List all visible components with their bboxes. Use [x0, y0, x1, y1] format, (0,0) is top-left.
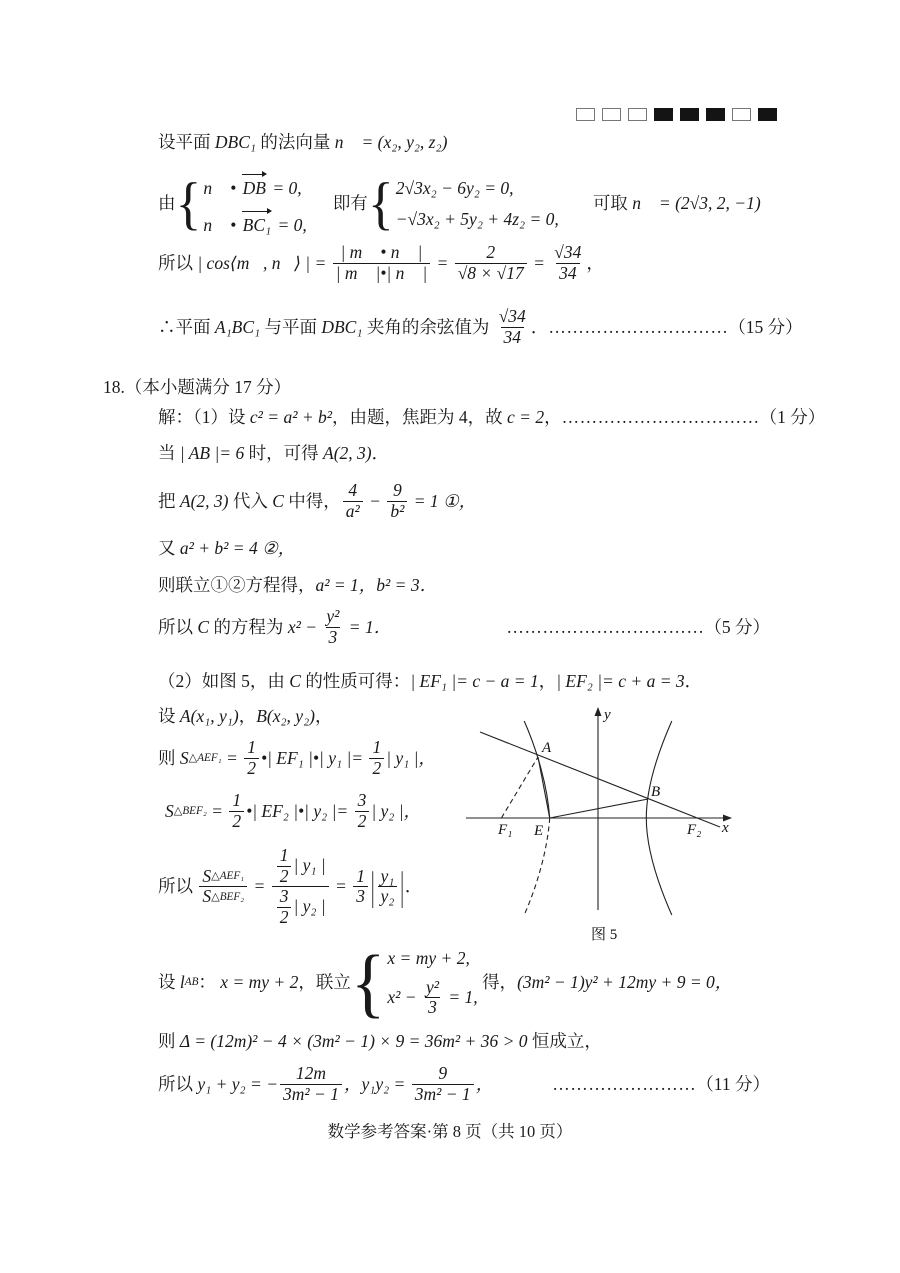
- text-run: S: [202, 886, 212, 907]
- text-run: 设平面: [158, 132, 215, 152]
- text-run: B(x₂, y₂): [256, 706, 315, 726]
- text-run: 即有: [332, 193, 368, 214]
- fraction: [272, 846, 329, 927]
- fraction: [343, 481, 363, 521]
- registration-square: [628, 108, 647, 121]
- score-badge: （5 分）: [704, 616, 770, 637]
- score-badge: （11 分）: [696, 1073, 770, 1094]
- score-tail: [562, 406, 826, 429]
- text-run: 中得，: [283, 490, 341, 511]
- registration-square: [758, 108, 777, 121]
- text-run: ∴平面: [158, 316, 215, 337]
- left-brace: {: [350, 938, 386, 1026]
- text-run: DBC₁: [214, 132, 256, 152]
- text-run: 由: [158, 193, 176, 214]
- fraction: [229, 791, 244, 831]
- score-tail: [552, 1073, 770, 1096]
- text-run: 2√3x₂ − 6y₂ = 0,: [395, 178, 514, 198]
- denominator: 34: [501, 327, 525, 348]
- text-run: a² = 1，b² = 3．: [315, 575, 438, 595]
- text-run: ：: [198, 972, 221, 993]
- text-run: 得，: [477, 972, 518, 993]
- equation-system: [367, 171, 559, 236]
- question-18-heading: [103, 376, 291, 399]
- text-run: 则: [158, 747, 180, 768]
- numerator: | m⃗ • n⃗ |: [340, 242, 423, 262]
- point-label-A: A: [542, 740, 552, 756]
- text-run: C: [289, 671, 301, 691]
- text-run: 的性质可得：: [300, 671, 411, 691]
- text-run: S: [179, 747, 189, 768]
- numerator: 1: [356, 865, 365, 886]
- text-run: =: [330, 876, 352, 897]
- fraction: [455, 243, 527, 283]
- dotted-leader: ……………………………: [506, 616, 705, 637]
- denominator: y₂: [378, 886, 398, 907]
- denominator: [199, 886, 247, 907]
- text-run: x² −: [287, 616, 322, 637]
- text-run: ．: [530, 316, 549, 337]
- text-run: =: [528, 252, 550, 273]
- denominator: 2: [277, 866, 292, 887]
- denominator: 3m² − 1: [280, 1084, 342, 1105]
- point-label-E: E: [534, 823, 544, 839]
- math-line-area-BEF2: [165, 791, 421, 831]
- denominator: 3: [326, 627, 341, 648]
- denominator: √8 × √17: [455, 263, 527, 284]
- equation-system: [176, 171, 307, 237]
- fraction: [412, 1064, 474, 1104]
- tall-bar: |: [400, 862, 404, 909]
- text-run: C: [197, 616, 210, 637]
- text-run: A(x₁, y₁): [179, 706, 239, 726]
- math-line-set-A-B: [158, 705, 333, 728]
- subscript: △BEF₂: [173, 804, 207, 817]
- math-line-a2-b2-4: [158, 537, 295, 560]
- score-badge: （15 分）: [728, 316, 803, 337]
- numerator: [199, 867, 247, 887]
- text-run: S: [165, 800, 174, 821]
- text-run: ，联立: [298, 972, 351, 993]
- text-run: = 1．: [344, 616, 392, 637]
- denominator: b²: [387, 501, 407, 522]
- text-run: A(2, 3): [323, 443, 372, 463]
- fraction: [333, 243, 430, 283]
- numerator: [272, 846, 329, 886]
- fraction: [244, 738, 259, 778]
- numerator: y²: [326, 606, 340, 626]
- text-run: | EF₂ |= c + a = 3: [556, 671, 685, 691]
- figure-caption: 图 5: [591, 927, 618, 943]
- page-footer: [0, 1118, 900, 1142]
- text-run: x = my + 2,: [387, 948, 470, 968]
- line-AB: [480, 732, 720, 827]
- y-axis-label: y: [604, 707, 611, 723]
- text-run: 所以: [158, 876, 198, 897]
- text-run: 解：（1）设: [158, 407, 250, 427]
- text-run: l: [179, 972, 185, 993]
- subscript: △AEF₁: [211, 870, 245, 883]
- text-run: ，: [586, 252, 604, 273]
- denominator: 34: [556, 263, 580, 284]
- text-run: 设: [158, 706, 180, 726]
- print-registration-marks: [576, 108, 777, 121]
- dotted-leader: …………………………: [548, 316, 729, 337]
- vector-BC1: BC₁: [242, 214, 272, 235]
- text-run: ，: [544, 407, 562, 427]
- numerator: 4: [348, 480, 358, 500]
- dotted-leader: ……………………: [552, 1073, 697, 1094]
- text-run: = 0,: [273, 214, 307, 235]
- denominator: [272, 886, 329, 927]
- numerator: y²: [425, 976, 439, 997]
- math-line-solve-system: [158, 574, 437, 597]
- point-label-F2: F₂: [687, 822, 702, 838]
- denominator: 2: [229, 811, 244, 832]
- numerator: 1: [372, 737, 382, 757]
- text-run: = 1 ①，: [409, 490, 477, 511]
- text-run: c² = a² + b²: [249, 407, 333, 427]
- fraction: [387, 481, 407, 521]
- segment-EA: [538, 757, 550, 818]
- text-run: 设: [158, 972, 180, 993]
- registration-square: [680, 108, 699, 121]
- text-run: ，: [315, 706, 333, 726]
- text-run: x = my + 2: [220, 972, 299, 993]
- text-run: n⃗ = (x₂, y₂, z₂)，: [334, 132, 462, 152]
- math-line-conclusion-15pts: [158, 306, 803, 347]
- fraction: [277, 846, 292, 886]
- numerator: y₁: [380, 865, 395, 886]
- numerator: 9: [438, 1063, 448, 1083]
- left-brace: {: [175, 171, 202, 236]
- denominator: 2: [244, 758, 259, 779]
- text-run: •| EF₁ |•| y₁ |=: [260, 747, 368, 768]
- text-run: 当: [158, 443, 180, 463]
- text-run: 所以: [158, 616, 198, 637]
- equation-system: [350, 938, 478, 1026]
- footer-text: 数学参考答案·第 8 页（共 10 页）: [327, 1122, 573, 1141]
- tall-bar: |: [370, 862, 375, 909]
- subscript: AB: [184, 976, 199, 989]
- text-run: 18.（本小题满分 17 分）: [103, 377, 292, 397]
- point-label-F1: F₁: [498, 822, 513, 838]
- text-run: 则: [158, 1031, 180, 1051]
- text-run: | AB |= 6: [179, 443, 245, 463]
- numerator: 12m: [295, 1063, 327, 1083]
- text-run: (3m² − 1)y² + 12my + 9 = 0，: [517, 972, 733, 993]
- y-axis-arrow: [595, 707, 602, 716]
- text-run: Δ = (12m)² − 4 × (3m² − 1) × 9 = 36m² + 36 > 0: [179, 1031, 532, 1051]
- text-run: S: [202, 865, 212, 886]
- text-run: A(2, 3): [179, 490, 229, 511]
- text-run: = 1,: [444, 987, 478, 1008]
- text-run: | y₁ |: [293, 855, 326, 876]
- denominator: 2: [369, 758, 384, 779]
- text-run: 把: [158, 490, 180, 511]
- subscript: △BEF₂: [211, 890, 245, 903]
- fraction: [280, 1064, 342, 1104]
- segment-EB: [550, 799, 648, 818]
- score-tail: [548, 316, 802, 339]
- fraction: [496, 307, 529, 347]
- text-run: ，由题，焦距为 4，故: [332, 407, 508, 427]
- numerator: 3: [357, 790, 367, 810]
- text-run: DBC₁: [321, 316, 363, 337]
- text-run: 所以: [158, 1073, 198, 1094]
- dotted-leader: ……………………………: [561, 407, 760, 427]
- numerator: 2: [486, 242, 496, 262]
- text-run: 又: [158, 538, 180, 558]
- numerator: √34: [498, 306, 526, 326]
- math-line-area-AEF1: [158, 738, 436, 778]
- fraction: [355, 791, 370, 831]
- text-run: 代入: [228, 490, 273, 511]
- left-branch-upper: [524, 721, 550, 818]
- x-axis-label: x: [722, 820, 729, 836]
- numerator: 3: [279, 886, 289, 907]
- text-run: ．: [371, 443, 390, 463]
- fraction: [423, 978, 442, 1018]
- math-line-cosine-value: [158, 243, 604, 283]
- text-run: = 0,: [268, 178, 302, 198]
- text-run: x² −: [387, 987, 421, 1008]
- math-line-equation-systems: [158, 171, 774, 237]
- text-run: 恒成立，: [531, 1031, 602, 1051]
- math-line-AB-6: [158, 442, 389, 465]
- text-run: 可取: [592, 193, 633, 214]
- registration-square: [706, 108, 725, 121]
- numerator: 1: [279, 845, 289, 865]
- text-run: （2）如图 5，由: [158, 671, 290, 691]
- denominator: 2: [277, 907, 292, 928]
- math-line-equation-of-C: [158, 607, 770, 647]
- text-run: C: [272, 490, 284, 511]
- numerator: 1: [247, 737, 256, 757]
- text-run: 所以: [158, 252, 198, 273]
- text-run: | EF₁ |= c − a = 1: [410, 671, 539, 691]
- score-badge: （1 分）: [759, 407, 826, 427]
- numerator: √34: [554, 242, 582, 262]
- figure-5-hyperbola-diagram: [458, 698, 745, 950]
- fraction: [369, 738, 384, 778]
- math-line-substitute-A: [158, 481, 476, 521]
- text-run: 的法向量: [255, 132, 335, 152]
- denominator: a²: [343, 501, 363, 522]
- vector-DB: DB: [242, 178, 266, 198]
- math-line-vieta-11pts: [158, 1064, 770, 1104]
- denominator: | m⃗ |•| n⃗ |: [333, 263, 430, 284]
- denominator: 3: [425, 997, 440, 1018]
- text-run: | y₂ |，: [371, 800, 422, 821]
- math-line-discriminant: [158, 1030, 602, 1053]
- fraction: [277, 887, 292, 927]
- text-run: ，: [538, 671, 557, 691]
- subscript: △AEF₁: [188, 751, 222, 764]
- fraction: [199, 867, 247, 907]
- text-run: a² + b² = 4 ②，: [179, 538, 296, 558]
- left-brace: {: [367, 171, 394, 236]
- fraction: [551, 243, 584, 283]
- fraction: [353, 867, 368, 907]
- text-run: =: [221, 747, 243, 768]
- text-run: n⃗ •: [203, 214, 241, 235]
- text-run: ，y₁y₂ =: [343, 1073, 410, 1094]
- math-line-part2-properties: [158, 670, 702, 693]
- text-run: ．: [684, 671, 703, 691]
- text-run: ，: [238, 706, 257, 726]
- text-run: •| EF₂ |•| y₂ |=: [246, 800, 353, 821]
- segment-F1A-dashed: [501, 757, 538, 818]
- registration-square: [602, 108, 621, 121]
- numerator: 1: [232, 790, 242, 810]
- text-run: =: [432, 252, 453, 273]
- text-run: n⃗ •: [203, 178, 241, 198]
- math-line-area-ratio: [158, 846, 422, 927]
- text-run: 的方程为: [209, 616, 288, 637]
- text-run: A₁BC₁: [214, 316, 261, 337]
- text-run: n⃗ = (2√3, 2, −1)；: [632, 193, 775, 214]
- text-run: ．: [404, 876, 423, 897]
- text-run: 夹角的余弦值为: [362, 316, 494, 337]
- registration-square: [654, 108, 673, 121]
- text-run: ，: [475, 1073, 494, 1094]
- text-run: −: [364, 490, 386, 511]
- text-run: c = 2: [507, 407, 545, 427]
- fraction: [378, 867, 398, 907]
- denominator: 3m² − 1: [412, 1084, 474, 1105]
- text-run: 时，可得: [244, 443, 323, 463]
- text-run: y₁ + y₂ = −: [197, 1073, 279, 1094]
- registration-square: [576, 108, 595, 121]
- text-run: | y₂ |: [293, 896, 326, 917]
- text-run: =: [206, 800, 228, 821]
- text-run: −√3x₂ + 5y₂ + 4z₂ = 0,: [395, 208, 559, 229]
- text-run: =: [249, 876, 270, 897]
- denominator: 2: [355, 811, 370, 832]
- numerator: 9: [392, 480, 402, 500]
- point-label-B: B: [651, 784, 661, 800]
- denominator: 3: [353, 886, 368, 907]
- text-run: 与平面: [260, 316, 322, 337]
- text-run: | cos⟨m⃗, n⃗⟩ | =: [197, 252, 331, 273]
- fraction: [323, 607, 342, 647]
- math-line-c-equals-2: [158, 406, 826, 429]
- text-run: | y₁ |，: [386, 747, 436, 768]
- text-run: 则联立①②方程得，: [158, 575, 316, 595]
- math-line-lAB-system: [158, 938, 733, 1026]
- registration-square: [732, 108, 751, 121]
- math-line-normal-vector-def: [158, 131, 461, 154]
- score-tail: [506, 616, 770, 639]
